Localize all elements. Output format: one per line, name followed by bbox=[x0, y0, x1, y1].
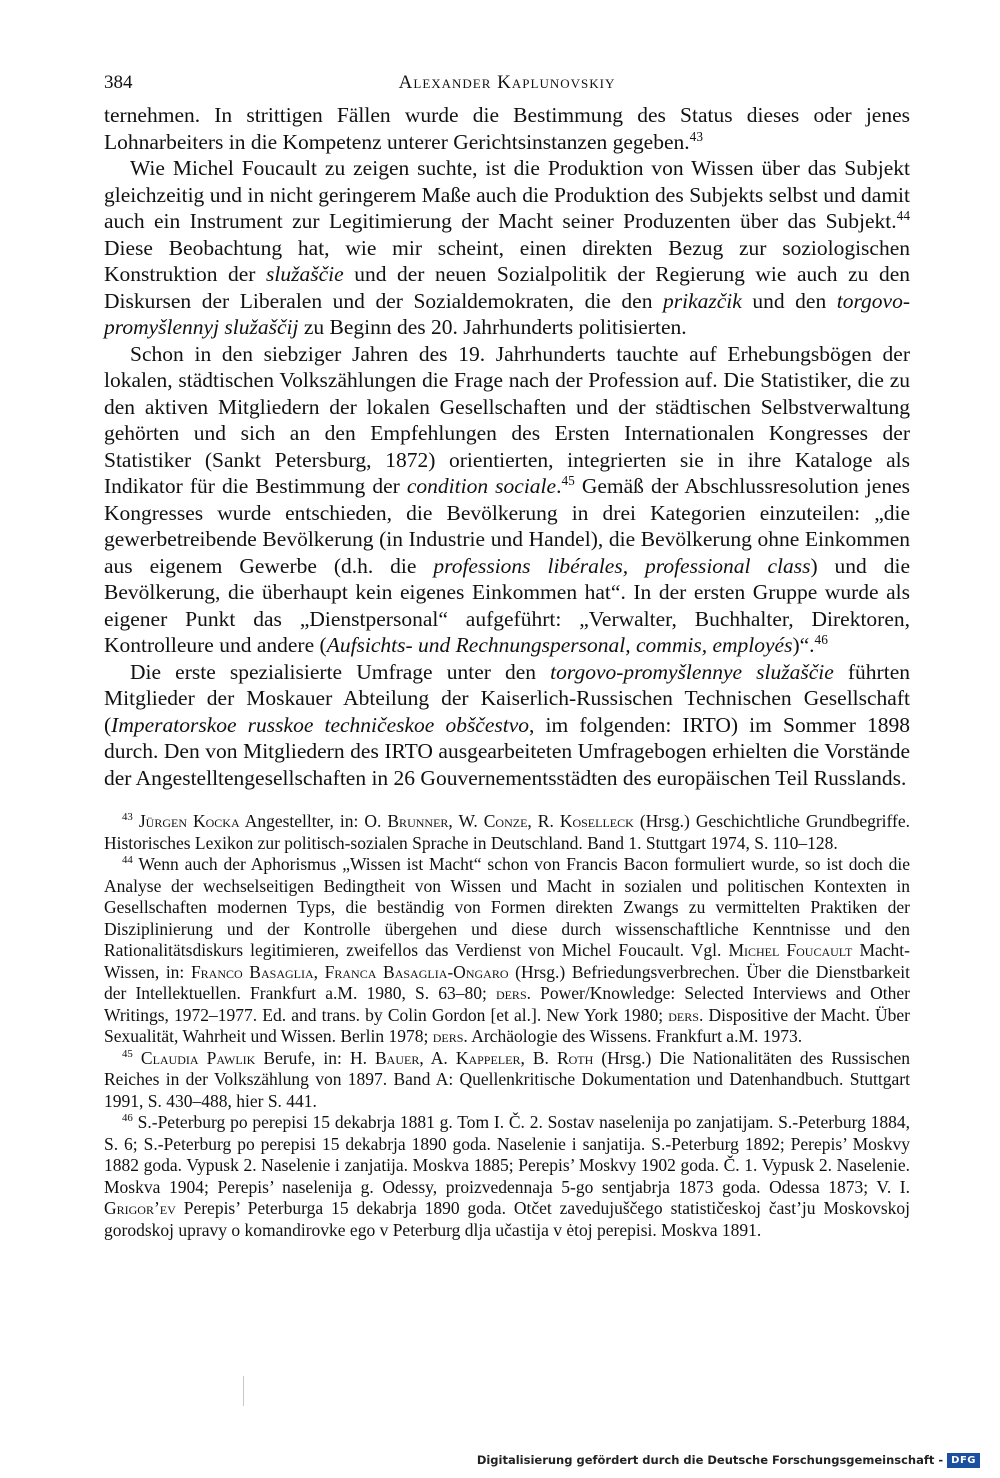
footnote-ref[interactable]: 43 bbox=[689, 128, 703, 144]
body-text bbox=[104, 102, 910, 791]
editor-names: O. Brunner, W. Conze, R. Koselleck bbox=[364, 811, 634, 831]
italic-term: professions libérales, professional class bbox=[433, 553, 811, 578]
author-name: Grigor’ev bbox=[104, 1198, 176, 1218]
page-header bbox=[104, 66, 910, 102]
scan-artifact bbox=[243, 1376, 244, 1406]
footnote-45: $^{45}$ Claudia Pawlik Berufe, in: H. Bauer, A. Kappeler, B. Roth (Hrsg.) Die Nationalitäten des Russischen Reiches in der Volkszählung von 1897. Band A: Quellenkritische Dokumentation und Datenhandbuch. Stuttgart 1991, S. 430–488, hier S. 441. bbox=[104, 1047, 911, 1111]
italic-term: služaščie bbox=[266, 262, 344, 286]
dfg-logo: DFG bbox=[947, 1453, 980, 1468]
paragraph-2: Wie Michel Foucault zu zeigen suchte, ist die Produktion von Wissen über das Subjekt gleichzeitig und in nicht geringerem Maße auch die Produktion des Subjekts selbst und damit auch ein Instrument zur Legitimierung der Macht seiner Produzenten über das Subjekt.$^{44}$ Diese Beobachtung hat, wie mir scheint, einen direkten Bezug zur soziologischen Konstruktion der služaščie und der neuen Sozialpolitik der Regierung wie auch zu den Diskursen der Liberalen und der Sozialdemokraten, die den prikazčik und den torgovo-promyšlennyj služaščij zu Beginn des 20. Jahrhunderts politisierten. bbox=[104, 156, 910, 339]
page bbox=[104, 66, 910, 1241]
running-head: Alexander Kaplunovskiy bbox=[398, 72, 616, 93]
footnote-number: 45 bbox=[122, 1047, 133, 1060]
italic-term: condition sociale bbox=[406, 474, 557, 498]
paragraph-4: Die erste spezialisierte Umfrage unter den torgovo-promyšlennye služaščie führten Mitglieder der Moskauer Abteilung der Kaiserlich-Russischen Technischen Gesellschaft (Imperatorskoe russkoe techničeskoe obščestvo, im folgenden: IRTO) im Sommer 1898 durch. Den von Mitgliedern des IRTO ausgearbeiteten Umfragebogen erhielten die Vorstände der Angestelltengesellschaften in 26 Gouvernementsstädten des europäischen Teil Russlands. bbox=[104, 659, 910, 790]
footnote-ref[interactable]: 46 bbox=[814, 631, 828, 647]
footnote-46: $^{46}$ S.-Peterburg po perepisi 15 dekabrja 1881 g. Tom I. Č. 2. Sostav naselenija po zanjatijam. S.-Peterburg 1884, S. 6; S.-Peterburg po perepisi 15 dekabrja 1890 goda. Naselenie i sanjatija. S.-Peterburg 1892; Perepis’ Moskvy 1882 goda. Vypusk 2. Naselenie i zanjatija. Moskva 1885; Perepis’ Moskvy 1902 goda. Č. 1. Vypusk 2. Naselenie. Moskva 1904; Perepis’ naselenija g. Odessy, proizvedennaja 5-go sentjabrja 1873 goda. Odessa 1873; V. I. Grigor’ev Perepis’ Peterburga 15 dekabrja 1890 goda. Otčet zavedujuščego statističeskoj čast’ju Moskovskoj gorodskoj upravy o komandirovke ego v Peterburg dlja učastija v ėtoj perepisi. Moskva 1891. bbox=[104, 1112, 910, 1240]
editor-names: H. Bauer, A. Kappeler, B. Roth bbox=[349, 1047, 594, 1068]
italic-term: torgovo-promyšlennyj služaščij bbox=[104, 288, 910, 339]
paragraph-3: Schon in den siebziger Jahren des 19. Jahrhunderts tauchte auf Erhebungsbögen der lokalen, städtischen Volkszählungen die Frage nach der Profession auf. Die Statistiker, die zu den aktiven Mitgliedern der lokalen Gesellschaften und der städtischen Selbstverwaltung gehörten und sich an den Empfehlungen des Ersten Internationalen Kongresses der Statistiker (Sankt Petersburg, 1872) orientierten, integrierten sie in ihre Kataloge als Indikator für die Bestimmung der condition sociale.$^{45}$ Gemäß der Abschlussresolution jenes Kongresses wurde entschieden, die Bevölkerung in drei Kategorien einzuteilen: „die gewerbetreibende Bevölkerung (in Industrie und Handel), die Bevölkerung ohne Einkommen aus eigenem Gewerbe (d.h. die professions libérales, professional class) und die Bevölkerung, die überhaupt kein eigenes Einkommen hat“. In der ersten Gruppe wurde als eigener Punkt das „Dienstpersonal“ aufgeführt: „Verwalter, Buchhalter, Direktoren, Kontrolleure und andere (Aufsichts- und Rechnungspersonal, commis, employés)“.$^{46}$ bbox=[104, 341, 910, 657]
author-name: Claudia Pawlik bbox=[140, 1047, 256, 1068]
footnote-ref[interactable]: 44 bbox=[896, 207, 910, 223]
author-name: Jürgen Kocka bbox=[138, 811, 240, 831]
funding-text: Digitalisierung gefördert durch die Deutsche Forschungsgemeinschaft - bbox=[476, 1453, 944, 1467]
italic-term: prikazčik bbox=[663, 288, 742, 313]
footnote-43: $^{43}$ Jürgen Kocka Angestellter, in: O. Brunner, W. Conze, R. Koselleck (Hrsg.) Geschichtliche Grundbegriffe. Historisches Lexikon zur politisch-sozialen Sprache in Deutschland. Band 1. Stuttgart 1974, S. 110–128. bbox=[104, 811, 911, 853]
page-number: 384 bbox=[104, 72, 133, 93]
ders-ref: ders. bbox=[495, 983, 531, 1003]
ders-ref: ders. bbox=[432, 1026, 468, 1046]
footnote-ref[interactable]: 45 bbox=[561, 472, 575, 488]
italic-term: Aufsichts- und Rechnungspersonal, commis, employés bbox=[326, 633, 793, 657]
author-name: Michel Foucault bbox=[728, 940, 853, 960]
footnotes bbox=[104, 811, 910, 1241]
footnote-44: $^{44}$ Wenn auch der Aphorismus „Wissen ist Macht“ schon von Francis Bacon formuliert wurde, so ist doch die Analyse der wechselseitigen Bedingtheit von Wissen und Macht in sozialen und politischen Kontexten in Gesellschaften modernen Typs, die beständig von Formen direkten Zwangs zu vermittelten Praktiken der Disziplinierung und der Kontrolle übergehen und diese durch wissenschaftliche Kenntnisse und den Rationalitätsdiskurs legitimieren, zweifellos das Verdienst von Michel Foucault. Vgl. Michel Foucault Macht-Wissen, in: Franco Basaglia, Franca Basaglia-Ongaro (Hrsg.) Befriedungsverbrechen. Über die Dienstbarkeit der Intellektuellen. Frankfurt a.M. 1980, S. 63–80; ders. Power/Knowledge: Selected Interviews and Other Writings, 1972–1977. Ed. and trans. by Colin Gordon [et al.]. New York 1980; ders. Dispositive der Macht. Über Sexualität, Wahrheit und Wissen. Berlin 1978; ders. Archäologie des Wissens. Frankfurt a.M. 1973. bbox=[104, 854, 910, 1046]
footnote-number: 44 bbox=[122, 854, 133, 867]
editor-names: Franco Basaglia, Franca Basaglia-Ongaro bbox=[190, 961, 509, 982]
italic-term: torgovo-promyšlennye služaščie bbox=[550, 659, 834, 684]
ders-ref: ders. bbox=[668, 1004, 704, 1025]
paragraph-1: ternehmen. In strittigen Fällen wurde die Bestimmung des Status dieses oder jenes Lohnarbeiters in die Kompetenz unterer Gerichtsinstanzen gegeben.$^{43}$ bbox=[104, 103, 910, 154]
footnote-number: 46 bbox=[122, 1112, 133, 1125]
funding-banner bbox=[477, 1450, 980, 1470]
italic-term: Imperatorskoe russkoe techničeskoe obščestvo bbox=[111, 712, 530, 737]
footnote-number: 43 bbox=[122, 811, 133, 824]
